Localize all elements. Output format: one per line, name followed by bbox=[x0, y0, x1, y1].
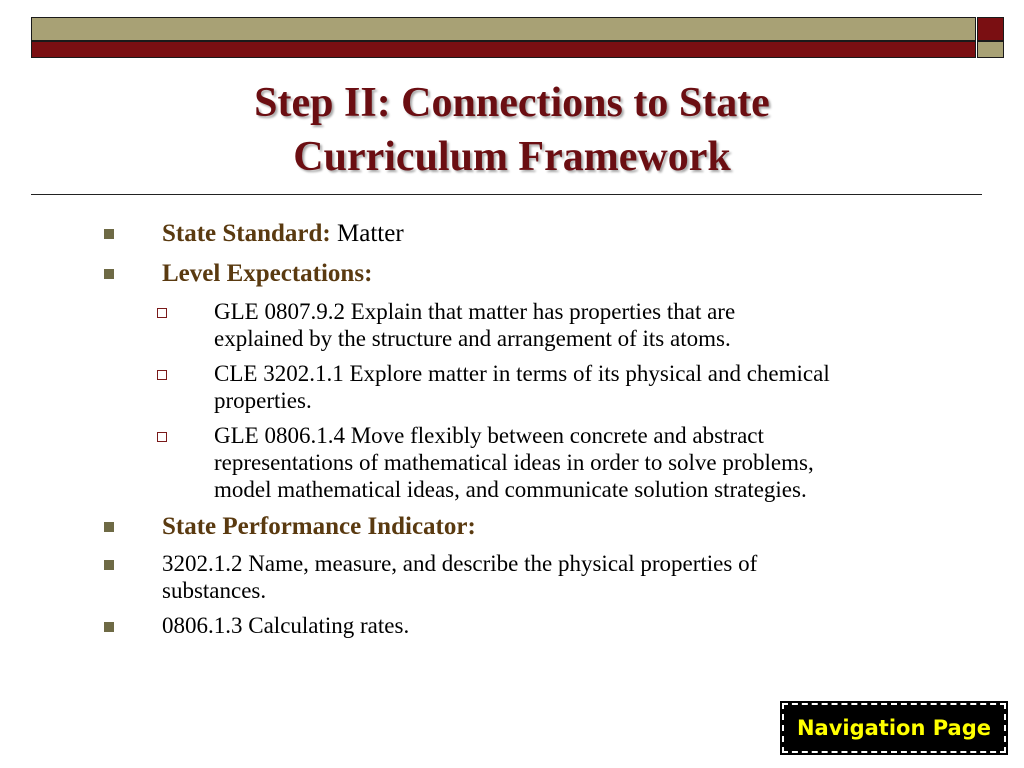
list-item-cle-3202 bbox=[214, 360, 974, 414]
state-standard-value: Matter bbox=[330, 220, 404, 247]
bullet-square-icon bbox=[104, 269, 114, 279]
spi-3202-line-1: 3202.1.2 Name, measure, and describe the physical properties of bbox=[162, 551, 758, 576]
list-item-gle-0807 bbox=[214, 298, 974, 352]
list-item-spi-3202 bbox=[162, 550, 942, 604]
bullet-hollow-square-icon bbox=[157, 432, 167, 442]
state-standard-heading: State Standard: bbox=[162, 220, 331, 247]
navigation-page-button[interactable] bbox=[782, 703, 1006, 753]
bullet-square-icon bbox=[104, 622, 114, 632]
list-item-spi bbox=[162, 512, 476, 542]
level-expectations-heading: Level Expectations: bbox=[162, 260, 373, 287]
gle-0806-line-3: model mathematical ideas, and communicate solution strategies. bbox=[214, 477, 807, 502]
gle-0807-line-2: explained by the structure and arrangement of its atoms. bbox=[214, 326, 731, 351]
bullet-hollow-square-icon bbox=[157, 308, 167, 318]
bullet-square-icon bbox=[104, 229, 114, 239]
bullet-square-icon bbox=[104, 560, 114, 570]
title-line-2: Curriculum Framework bbox=[293, 134, 731, 180]
cle-3202-line-1: CLE 3202.1.1 Explore matter in terms of its physical and chemical bbox=[214, 361, 830, 386]
list-item-spi-0806 bbox=[162, 612, 942, 639]
spi-heading: State Performance Indicator: bbox=[162, 513, 476, 540]
title-line-1: Step II: Connections to State bbox=[254, 80, 770, 126]
list-item-gle-0806 bbox=[214, 422, 974, 503]
list-item-state-standard bbox=[162, 219, 404, 249]
gle-0807-line-1: GLE 0807.9.2 Explain that matter has properties that are bbox=[214, 299, 736, 324]
list-item-level-expectations bbox=[162, 259, 372, 289]
gle-0806-line-2: representations of mathematical ideas in order to solve problems, bbox=[214, 450, 814, 475]
cle-3202-line-2: properties. bbox=[214, 388, 312, 413]
spi-3202-line-2: substances. bbox=[162, 578, 267, 603]
spi-0806-line-1: 0806.1.3 Calculating rates. bbox=[162, 613, 410, 638]
navigation-page-label: Navigation Page bbox=[796, 716, 992, 740]
bullet-square-icon bbox=[104, 522, 114, 532]
bullet-hollow-square-icon bbox=[157, 370, 167, 380]
gle-0806-line-1: GLE 0806.1.4 Move flexibly between concrete and abstract bbox=[214, 423, 764, 448]
